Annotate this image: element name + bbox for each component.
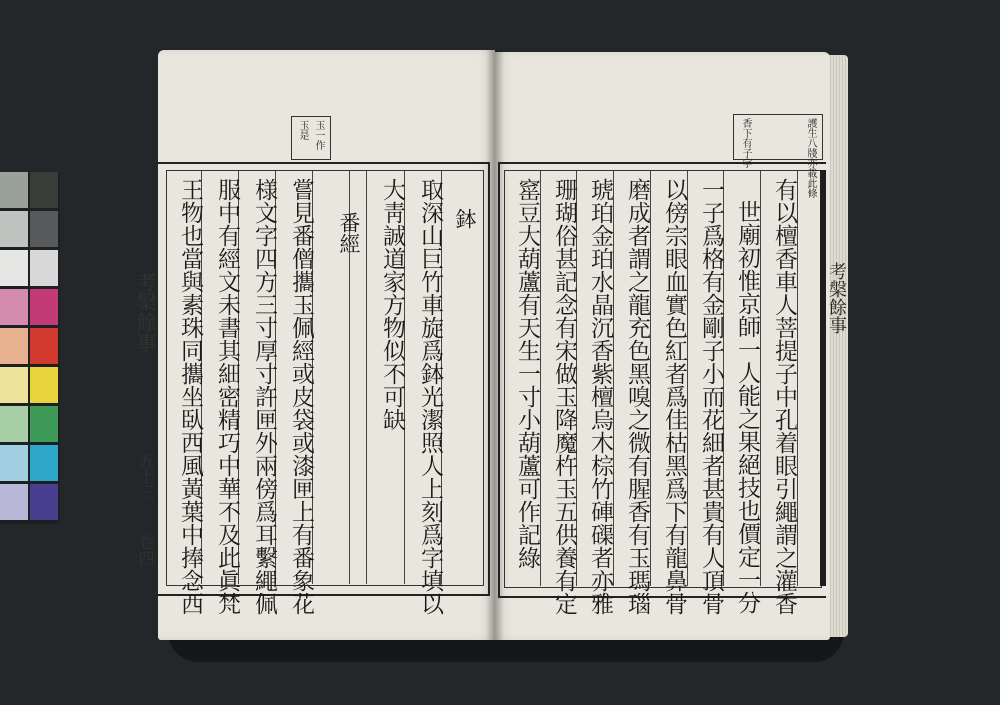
text-column: 世廟初惟京師一人能之果絕技也價定一分 [734, 200, 760, 614]
text-column: 様文字四方三寸厚寸許匣外兩傍爲耳繫繩佩 [251, 178, 277, 615]
text-column: 服中有經文未書其細密精巧中華不及此眞梵 [214, 178, 240, 615]
page-edge-bar [820, 170, 826, 586]
color-swatch [0, 484, 28, 520]
text-column: 王物也當與素珠同攜坐臥西風黃葉中捧念西 [177, 178, 203, 615]
color-swatch [0, 172, 28, 208]
color-swatch [30, 289, 58, 325]
color-swatch [30, 211, 58, 247]
text-column: 大靑誠道家方物似不可缺 [379, 178, 405, 431]
text-column: 以傍宗眼血實色紅者爲佳枯黑爲下有龍鼻骨 [661, 178, 687, 615]
margin-note: 玉一作 [313, 120, 324, 150]
color-swatch [0, 250, 28, 286]
margin-note: 玉是 [297, 120, 308, 140]
color-swatch [30, 445, 58, 481]
heading-bowl: 鉢 [453, 208, 477, 229]
color-swatch [0, 445, 28, 481]
color-swatch [30, 328, 58, 364]
heading-sutra: 番經 [337, 212, 361, 254]
text-column: 有以檀香車人菩提子中孔着眼引繩謂之灌香 [771, 178, 797, 615]
color-swatch [0, 289, 28, 325]
edge-title: 考槃餘事 [133, 272, 157, 352]
text-column: 琥珀金珀水晶沉香紫檀烏木棕竹硨磲者亦雅 [587, 178, 613, 615]
color-swatch [30, 367, 58, 403]
volume-label: 卷四 [136, 534, 155, 566]
color-swatch [0, 328, 28, 364]
color-swatch [30, 250, 58, 286]
color-swatch [0, 211, 28, 247]
text-column: 磨成者謂之龍充色黑嗅之微有腥香有玉瑪瑙 [624, 178, 650, 615]
text-column: 窰豆大葫蘆有天生一寸小葫蘆可作記綠 [514, 178, 540, 569]
color-swatch [0, 406, 28, 442]
column-rule [366, 171, 367, 584]
color-swatch [30, 172, 58, 208]
page-number: 五十三 [136, 452, 155, 500]
text-column: 一子爲格有金剛子小而花細者甚貴有人頂骨 [698, 178, 724, 615]
color-swatch [30, 484, 58, 520]
margin-note: 香下有子字 [740, 118, 751, 168]
color-calibration-strip [0, 172, 60, 524]
text-column: 嘗見番僧攜玉佩經或皮袋或漆匣上有番象花 [288, 178, 314, 615]
color-swatch [30, 406, 58, 442]
text-column: 取深山巨竹車旋爲鉢光潔照人上刻爲字填以 [417, 178, 443, 615]
color-swatch [0, 367, 28, 403]
margin-note: 護生八牋亦載此條 [805, 118, 816, 198]
edge-title: 考槃餘事 [826, 262, 847, 334]
text-column: 珊瑚俗甚記念有宋做玉降魔杵玉五供養有定 [551, 178, 577, 615]
page-edges [828, 55, 848, 637]
